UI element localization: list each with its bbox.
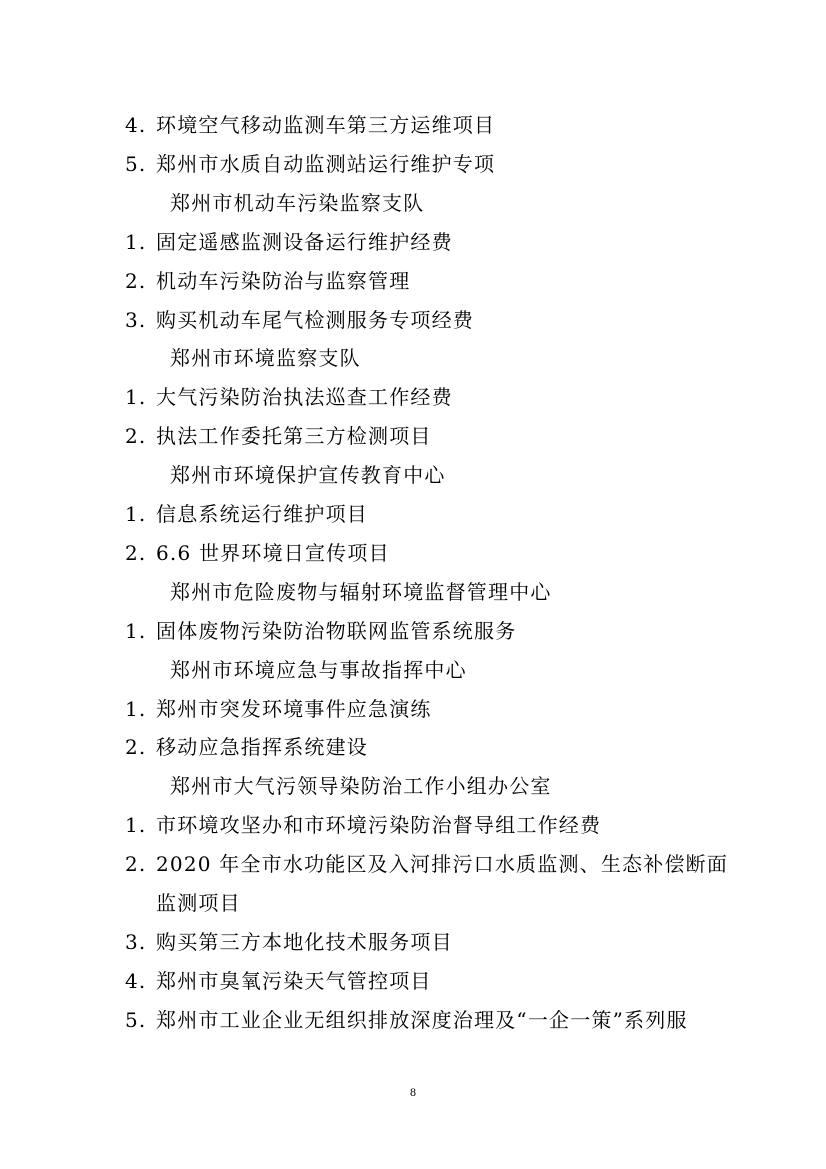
- item-number: 1.: [125, 813, 147, 838]
- item-number: 3.: [125, 307, 147, 332]
- item-text: 信息系统运行维护项目: [156, 502, 368, 526]
- heading-text: 郑州市机动车污染监察支队: [170, 190, 425, 215]
- item-text: 执法工作委托第三方检测项目: [156, 424, 432, 449]
- heading-text: 郑州市危险废物与辐射环境监督管理中心: [170, 579, 552, 604]
- item-number: 2.: [125, 424, 147, 449]
- item-number: 5.: [125, 1007, 147, 1032]
- item-text: 购买第三方本地化技术服务项目: [156, 929, 453, 954]
- heading-text: 郑州市环境应急与事故指挥中心: [170, 657, 467, 682]
- item-number: 1.: [125, 502, 147, 526]
- item-number: 2.: [125, 735, 147, 760]
- item-number: 4.: [125, 968, 147, 993]
- item-number: 1.: [125, 229, 147, 254]
- item-number: 1.: [125, 618, 147, 643]
- item-number: 2.: [125, 268, 147, 293]
- item-text: 郑州市臭氧污染天气管控项目: [156, 968, 432, 993]
- item-text: 移动应急指挥系统建设: [156, 735, 368, 760]
- item-number: 1.: [125, 385, 147, 410]
- item-text: 固定遥感监测设备运行维护经费: [156, 229, 453, 254]
- item-text: 郑州市工业企业无组织排放深度治理及“一企一策”系列服: [156, 1007, 688, 1032]
- item-text: 郑州市突发环境事件应急演练: [156, 696, 432, 721]
- page-number: 8: [410, 1085, 416, 1099]
- item-text: 机动车污染防治与监察管理: [156, 268, 411, 293]
- item-text: 6.6 世界环境日宣传项目: [156, 540, 390, 565]
- item-text: 郑州市水质自动监测站运行维护专项: [156, 151, 496, 176]
- item-number: 5.: [125, 151, 147, 176]
- item-number: 1.: [125, 696, 147, 721]
- item-number: 4.: [125, 113, 147, 137]
- item-text: 2020 年全市水功能区及入河排污口水质监测、生态补偿断面: [156, 852, 729, 877]
- item-number: 2.: [125, 540, 147, 565]
- heading-text: 郑州市环境监察支队: [170, 346, 361, 371]
- item-text: 大气污染防治执法巡查工作经费: [156, 385, 453, 410]
- item-number: 3.: [125, 929, 147, 954]
- item-text: 市环境攻坚办和市环境污染防治督导组工作经费: [156, 813, 602, 838]
- item-text: 固体废物污染防治物联网监管系统服务: [156, 618, 517, 643]
- item-text: 监测项目: [156, 891, 241, 915]
- item-number: 2.: [125, 852, 147, 877]
- heading-text: 郑州市环境保护宣传教育中心: [170, 463, 446, 488]
- item-text: 环境空气移动监测车第三方运维项目: [156, 113, 496, 137]
- heading-text: 郑州市大气污领导染防治工作小组办公室: [170, 774, 552, 799]
- item-text: 购买机动车尾气检测服务专项经费: [156, 307, 474, 332]
